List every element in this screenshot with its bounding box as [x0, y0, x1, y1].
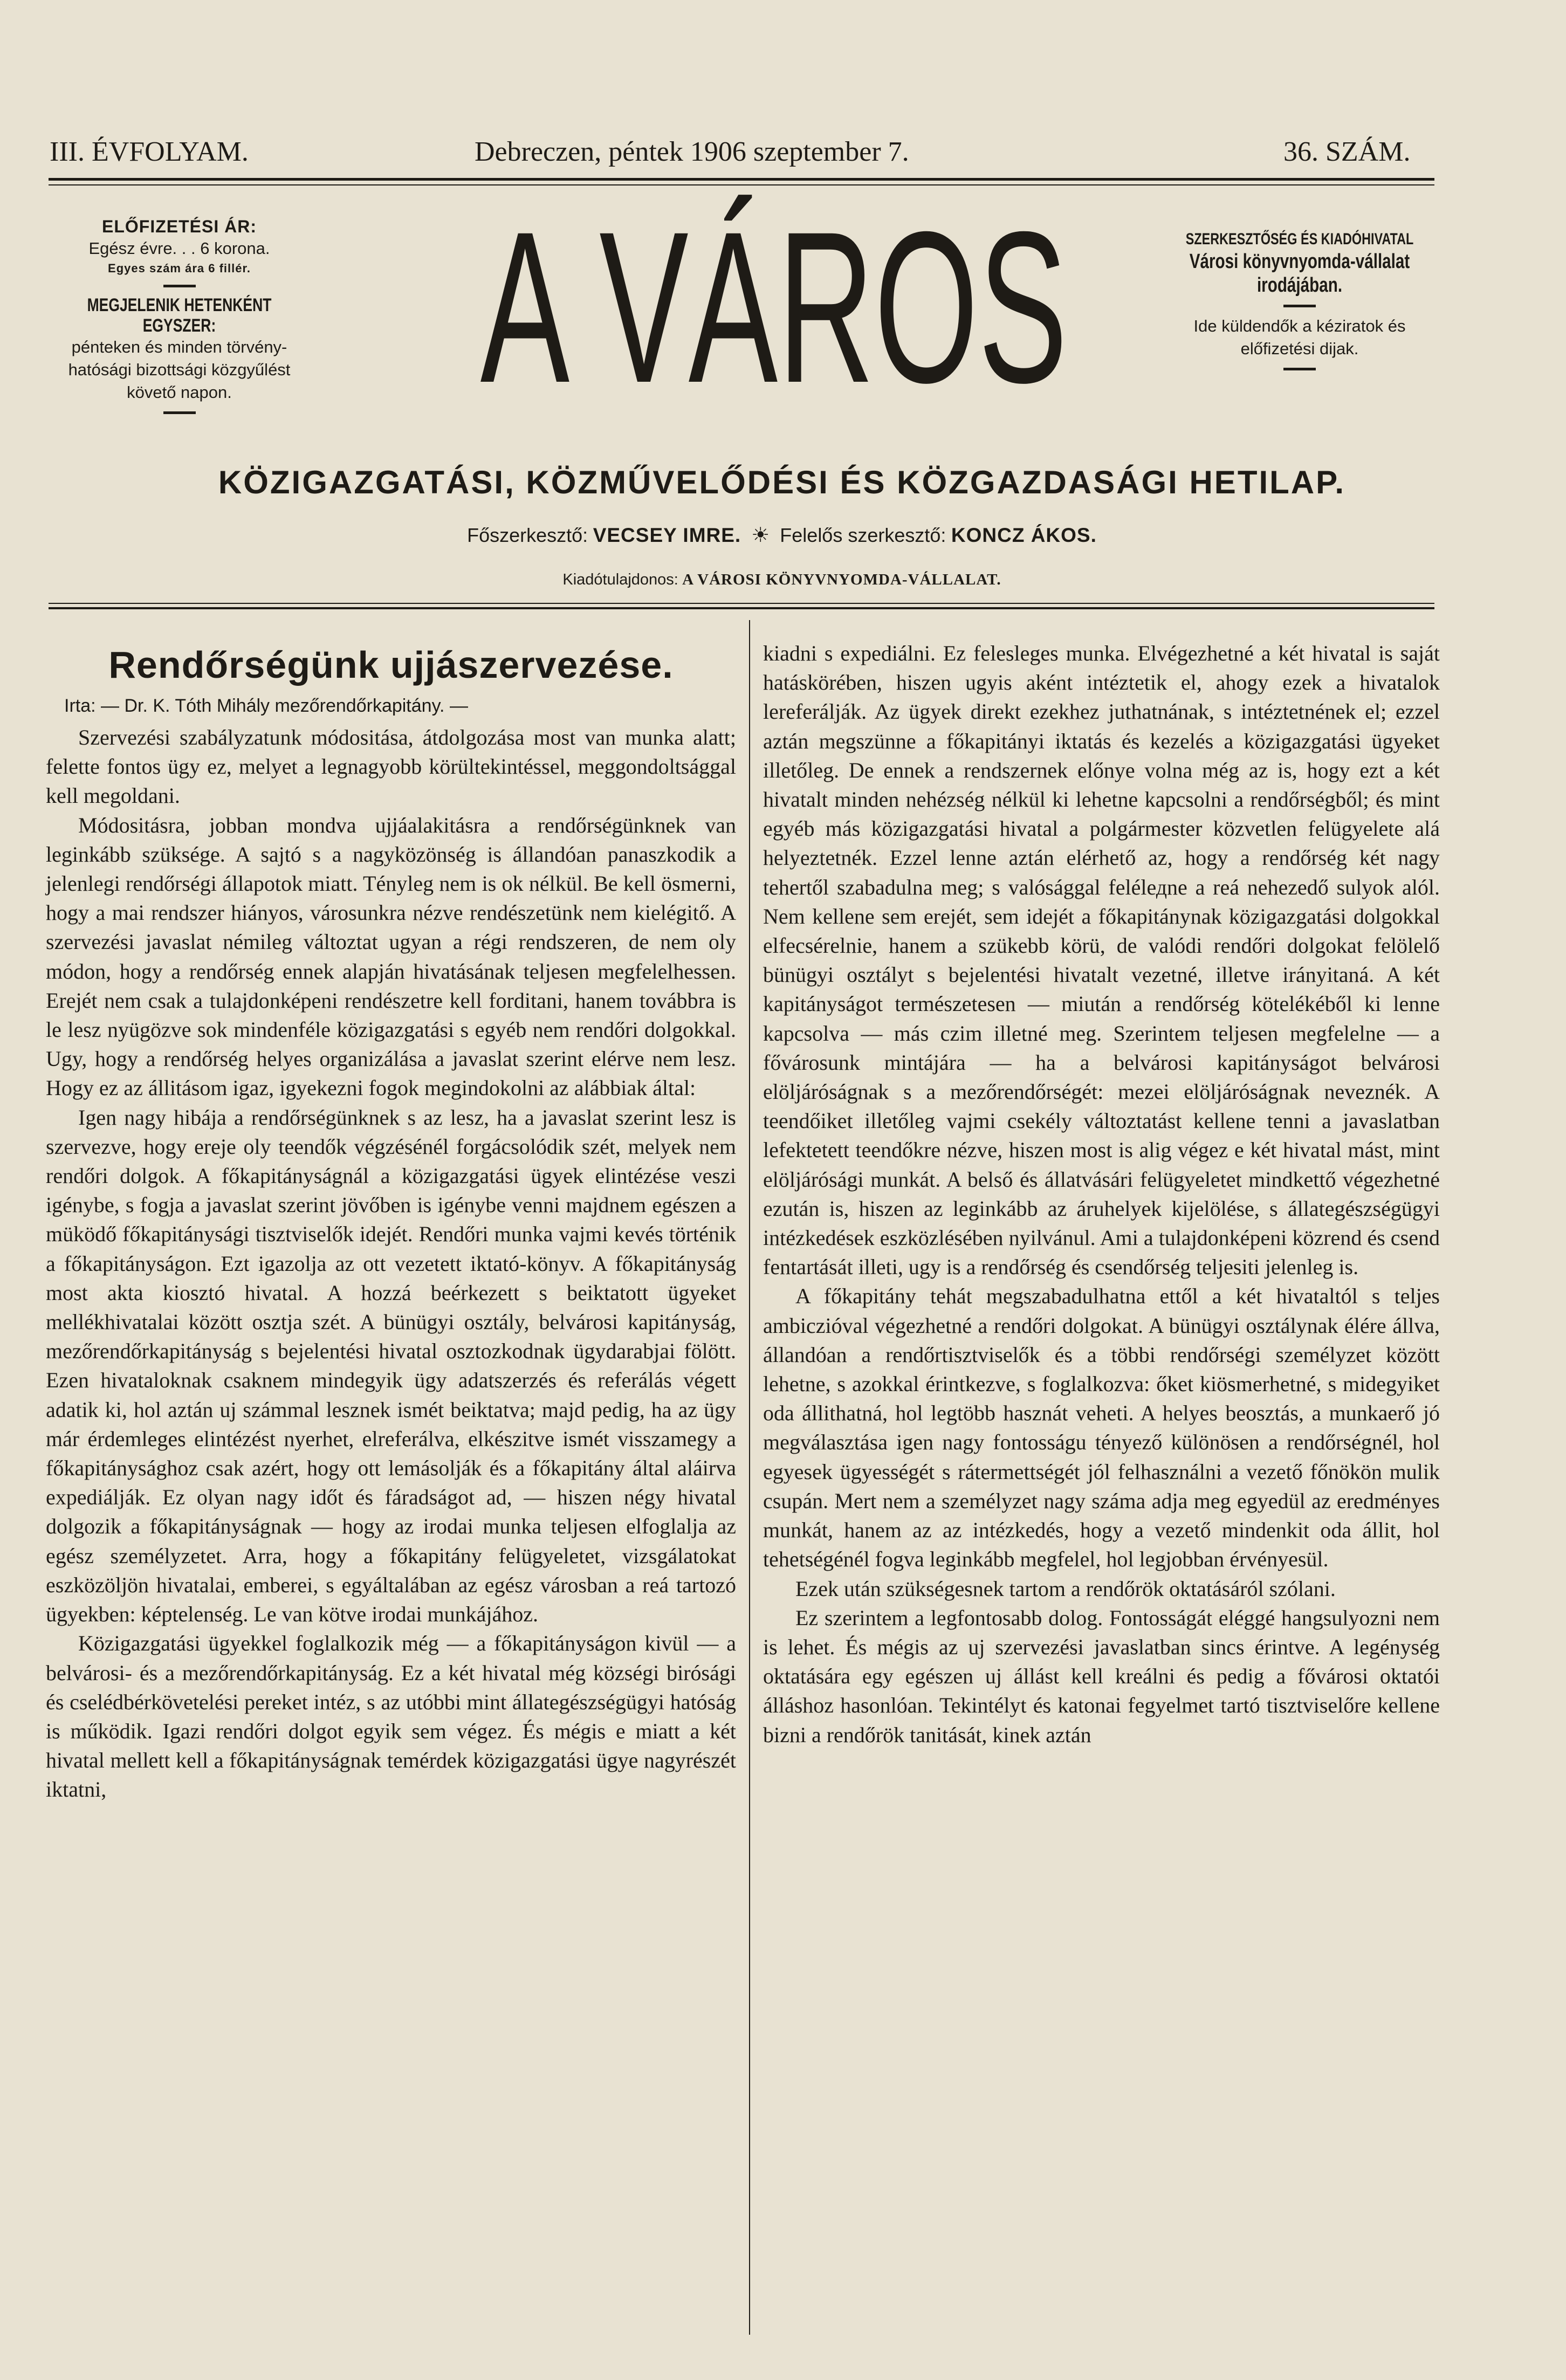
- masthead-subtitle: KÖZIGAZGATÁSI, KÖZMŰVELŐDÉSI ÉS KÖZGAZDASÁGI HETILAP.: [218, 464, 1346, 500]
- price-line: Egész évre. . . 6 korona.: [88, 239, 270, 258]
- author-name: Dr. K. Tóth Mihály: [124, 696, 270, 716]
- office-heading: SZERKESZTŐSÉG ÉS KIADÓHIVATAL: [1185, 230, 1414, 248]
- office-name-2: irodájában.: [1256, 274, 1343, 297]
- price-heading: ELŐFIZETÉSI ÁR:: [102, 217, 257, 236]
- paragraph: A főkapitány tehát megszabadulhatna ettől a két hivataltól s teljes ambiczióval végezhetné a rendőri dolgokat. A bünügyi osztálynak élére állva, állandóan a rendőrtisztviselők és a többi rendőrségi személyzet között lehetne, s azokkal érintkezve, s foglalkozva: őket kiösmerhetné, s midegyiket oda állithatná, hol legtöbb hasznát veheti. A helyes beosztás, a munkaerő jó megválasztása igen nagy fontosságu tényező különösen a rendőrségnél, hol egyesek ügyességét s rátermettségét jól felhasználni a vezető főnökön mulik csupán. Mert nem a személyzet nagy száma adja meg egyedül az eredményes munkát, hanem az az intézkedés, hogy a vezető mindenkit oda állit, hol tehetségénél fogva leginkább megfelel, hol legjobban érvényesül.: [763, 1284, 1440, 1572]
- editor-label: Főszerkesztő:: [467, 524, 588, 546]
- appears-text-3: követő napon.: [127, 383, 232, 402]
- masthead-title: A VÁROS: [480, 187, 1068, 428]
- send-text-1: Ide küldendők a kéziratok és: [1193, 317, 1406, 335]
- volume-label: III. ÉVFOLYAM.: [50, 136, 249, 167]
- single-issue-price: Egyes szám ára 6 fillér.: [108, 262, 251, 275]
- header-rule-thick: [49, 607, 1434, 609]
- author-role: mezőrendőrkapitány. —: [274, 696, 468, 716]
- paragraph: Ez szerintem a legfontosabb dolog. Fontosságát eléggé hangsulyozni nem is lehet. És mégis az uj szervezési javaslatban sincs érintve. A legénység oktatására egy egészen uj állást kell kreálni és pedig a fővárosi oktatói álláshoz hasonlóan. Tekintélyt és katonai fegyelmet tartó tisztviselőre kellene bizni a rendőrök tanitását, kinek aztán: [763, 1605, 1440, 1747]
- paragraph: Szervezési szabályzatunk módositása, átdolgozása most van munka alatt; felette fontos ügy ez, melyet a legnagyobb körültekintéssel, meggondoltsággal kell megoldani.: [46, 725, 736, 808]
- divider: [163, 285, 196, 287]
- paragraph: Ezek után szükségesnek tartom a rendőrök oktatásáról szólani.: [795, 1576, 1336, 1601]
- article-byline: [46, 691, 736, 721]
- office-name-1: Városi könyvnyomda-vállalat: [1189, 250, 1410, 273]
- paragraph: Módositásra, jobban mondva ujjáalakitásra a rendőrségünknek van leginkább szüksége. A sajtó s a nagyközönség is állandóan panaszkodik a jelenlegi rendőrségi állapotok miatt. Tényleg nem is ok nélkül. Be kell ösmerni, hogy a mai rendszer hiányos, városunkra nézve rendészetünk nem kielégitő. A szervezési javaslat némileg változtat ugyan a régi rendszeren, de nem oly módon, hogy a rendőrség ennek alapján hivatásának teljesen megfelelhessen. Erejét nem csak a tulajdonképeni rendészetre kell forditani, hanem továbbra is le lesz nyügözve sok mindenféle közigazgatási s egyéb nem rendőri dolgokkal. Ugy, hogy a rendőrség helyes organizálása a javaslat szerint elérve nem lesz. Hogy ez az állitásom igaz, igyekezni fogok megindokolni az alábbiak által:: [46, 813, 736, 1100]
- column-divider: [749, 620, 750, 2335]
- appears-heading: MEGJELENIK HETENKÉNT EGYSZER:: [87, 295, 272, 336]
- article-right-column: [763, 639, 1440, 1750]
- header-rule-thin: [49, 603, 1434, 604]
- send-text-2: előfizetési dijak.: [1240, 339, 1359, 358]
- divider: [163, 411, 196, 414]
- issue-number: 36. SZÁM.: [1283, 136, 1411, 167]
- article-left-column: [46, 639, 736, 1805]
- responsible-editor-label: Felelős szerkesztő:: [780, 524, 946, 546]
- separator-icon: ☀: [751, 524, 770, 547]
- publisher-label: Kiadótulajdonos:: [562, 571, 678, 588]
- publisher-name: A VÁROSI KÖNYVNYOMDA-VÁLLALAT.: [682, 571, 1001, 588]
- divider: [1283, 305, 1316, 307]
- editor-name: VECSEY IMRE.: [593, 524, 741, 546]
- responsible-editor-name: KONCZ ÁKOS.: [951, 524, 1097, 546]
- byline-prefix: Irta: —: [64, 696, 120, 716]
- paragraph: Közigazgatási ügyekkel foglalkozik még — a főkapitányságon kivül — a belvárosi- és a mezőrendőrkapitányság. Ez a két hivatal még községi birósági és cselédbérkövetelési pereket intéz, s az utóbbi mint állategészségügyi hatóság is működik. Igazi rendőri dolgot egyik sem végez. És mégis e miatt a két hivatal mellett kell a főkapitányságnak temérdek közigazgatási ügye nagyrészét iktatni,: [46, 1631, 736, 1802]
- appears-text-2: hatósági bizottsági közgyűlést: [68, 360, 291, 379]
- subscription-box: [32, 216, 326, 422]
- publisher-line: [108, 569, 1456, 590]
- appears-text-1: pénteken és minden törvény-: [71, 338, 287, 356]
- office-box: [1149, 229, 1451, 378]
- dateline: Debreczen, péntek 1906 szeptember 7.: [475, 136, 909, 167]
- paragraph: kiadni s expediálni. Ez felesleges munka. Elvégezhetné a két hivatal is saját hatáskörében, hiszen ugyis aként intéztetik el, ahogy ezek a hivatalok lereferálják. Az ügyek direkt ezekhez juthatnának, s intéztetnének el; ezzel aztán megszünne a főkapitányi iktatás és kezelés a közigazgatási ügyeket illetőleg. De ennek a rendszernek előnye volna még az is, hogy ezt a két hivatalt minden nehézség nélkül ki lehetne kapcsolni a rendőrségből; és mint egyéb más közigazgatási hivatal a polgármester közvetlen felügyelete alá helyeztetnék. Ezzel lenne aztán elérhető az, hogy a rendőrség két nagy tehertől szabadulna meg; s valósággal felélедne a reá nehezedő sulyok alól. Nem kellene sem erejét, sem idejét a főkapitánynak közigazgatási dolgokkal elfecsérelnie, hanem a szükebb körü, de valódi rendőri dolgokat felölelő bünügyi osztályt s bejelentési hivatalt vezetné, illetve irányitaná. A két kapitányságot természetesen — miután a rendőrség kötelékéből ki lenne kapcsolva — más czim illetné meg. Szerintem teljesen megfelelne — a fővárosunk mintájára — ha a belvárosi kapitányságot belvárosi elöljáróságnak s a mezőrendőrségét: mezei elöljáróságnak neveznék. A teendőiket illetőleg vajmi csekély változtatást kellene tenni a javaslatban lefektetett teendőkre nézve, hiszen most is alig végez e két hivatal mást, mint elöljárósági munkát. A belső és állatvásári felügyeletet mindkettő végezhetné ezután is, hiszen az leginkább az áruhelyek kijelölése, s állategészségügyi intézkedések eszközlésében nyilvánul. Ami a tulajdonképeni közrend és csend fentartását illeti, ugy is a rendőrség és csendőrség teljesiti jelenleg is.: [763, 641, 1440, 1280]
- article-title: Rendőrségünk ujjászervezése.: [108, 644, 674, 686]
- paragraph: Igen nagy hibája a rendőrségünknek s az lesz, ha a javaslat szerint lesz is szervezve, hogy ereje oly teendők végzésénél forgácsolódik szét, melyek nem rendőri dolgok. A főkapitányságnál a közigazgatási ügyek elintézése veszi igénybe, s fogja a javaslat szerint jövőben is igénybe venni majdnem egészen a müködő főkapitánysági tisztviselők idejét. Rendőri munka vajmi kevés történik a főkapitányságon. Ezt igazolja az ott vezetett iktató-könyv. A főkapitányság most akta kiosztó hivatal. A hozzá beérkezett s beiktatott ügyeket mellékhivatalai között osztja szét. A bünügyi osztály, belvárosi kapitányság, mezőrendőrkapitányság s bejelentési hivatal osztozkodnak ügydarabjai fölött. Ezen hivataloknak csaknem mindegyik ügy adatszerzés és referálás végett adatik ki, hol aztán uj számmal lesznek ismét beiktatva; majd pedig, ha az ügy már érdemleges elintézést nyerhet, elreferálva, elkészitve ismét visszamegy a főkapitánysághoz csak azért, hogy ott lemásolják és a főkapitány által aláirva expediálják. Ez olyan nagy időt és fáradságot ad, — hiszen négy hivatal dolgozik a főkapitányságnak — hogy az irodai munka teljesen elfoglalja az egész személyzetet. Arra, hogy a főkapitány felügyeletet, vizsgálatokat eszközöljön hivatalai, emberei, s egyáltalában az egész városban a reá tartozó ügyekben: képtelenség. Le van kötve irodai munkájához.: [46, 1105, 736, 1627]
- editors-line: [108, 522, 1456, 549]
- divider: [1283, 368, 1316, 370]
